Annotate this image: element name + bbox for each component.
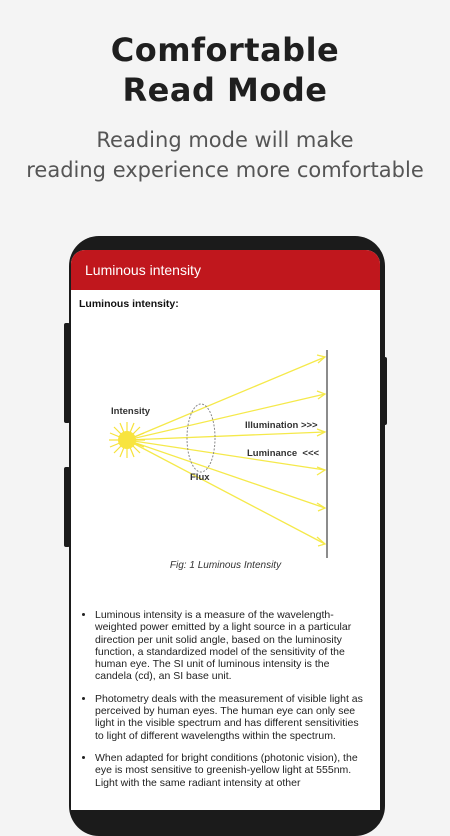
bullet-list	[79, 609, 372, 789]
label-luminance: Luminance <<<	[247, 448, 320, 459]
label-illumination: Illumination >>>	[245, 420, 318, 431]
promo-title	[0, 30, 450, 110]
figure-diagram	[79, 310, 372, 560]
list-item: • When adapted for bright conditions (photonic vision), the eye is most sensitive to greenish-yellow light at 555nm. Light with the same radiant intensity at other	[95, 752, 366, 789]
figure-caption: Fig: 1 Luminous Intensity	[169, 560, 282, 571]
phone-screen	[71, 250, 380, 810]
light-source-sun	[109, 422, 145, 458]
promo-title-line2: Read Mode	[122, 71, 328, 109]
promo-subtitle	[0, 125, 450, 185]
list-item: • Luminous intensity is a measure of the wavelength-weighted power emitted by a light source in a particular direction per unit solid angle, based on the luminosity function, a standardized model of the sensitivity of the human eye. The SI unit of luminous intensity is the candela (cd), an SI base unit.	[95, 609, 366, 683]
promo-title-line1: Comfortable	[110, 31, 340, 69]
app-bar-title: Luminous intensity	[85, 262, 201, 278]
label-flux: Flux	[190, 472, 210, 483]
promo-subtitle-line1: Reading mode will make	[96, 128, 354, 152]
article-content[interactable]	[71, 290, 380, 789]
promo-subtitle-line2: reading experience more comfortable	[26, 158, 424, 182]
list-item: • Photometry deals with the measurement of visible light as perceived by human eyes. The human eye can only see light in the visible spectrum and has different sensitivities to light of different wavelengths within the spectrum.	[95, 693, 366, 742]
app-bar	[71, 250, 380, 290]
label-intensity: Intensity	[111, 406, 151, 417]
luminous-intensity-figure	[79, 310, 372, 560]
section-heading: Luminous intensity:	[79, 298, 179, 310]
